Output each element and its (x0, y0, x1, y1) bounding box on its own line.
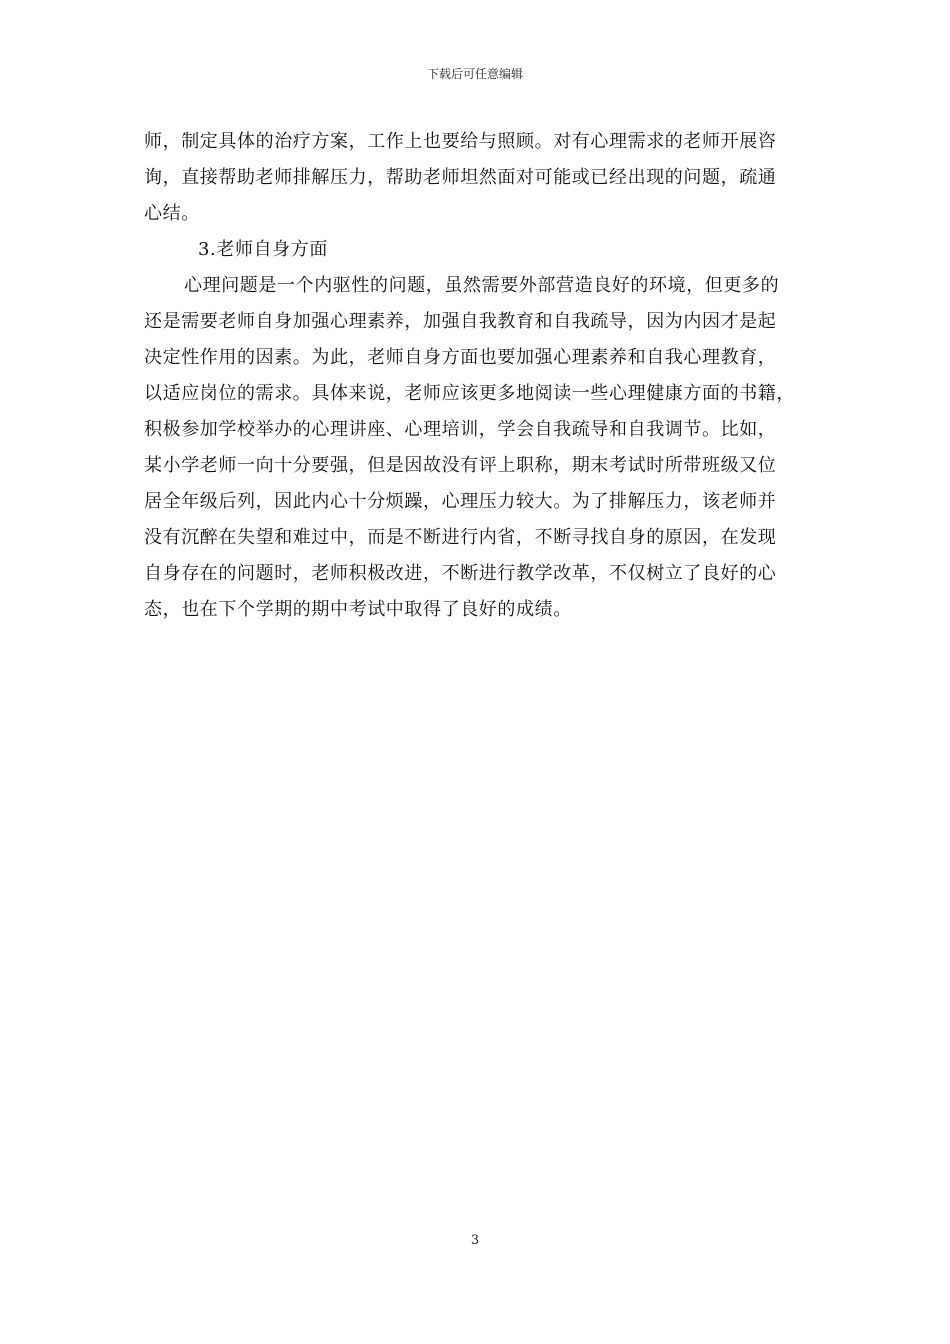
text-line: 积极参加学校举办的心理讲座、心理培训，学会自我疏导和自我调节。比如， (144, 419, 777, 440)
page-number: 3 (470, 1233, 480, 1248)
text-line: 询，直接帮助老师排解压力，帮助老师坦然面对可能或已经出现的问题，疏通 (144, 167, 777, 188)
text-line: 心理问题是一个内驱性的问题，虽然需要外部营造良好的环境，但更多的 (184, 275, 780, 296)
text-line: 居全年级后列，因此内心十分烦躁，心理压力较大。为了排解压力，该老师并 (144, 491, 777, 512)
body-text (144, 124, 824, 628)
text-line: 师，制定具体的治疗方案，工作上也要给与照顾。对有心理需求的老师开展咨 (144, 131, 777, 152)
section-heading: 3.老师自身方面 (198, 239, 328, 260)
text-line: 态，也在下个学期的期中考试中取得了良好的成绩。 (144, 599, 572, 620)
text-line: 某小学老师一向十分要强，但是因故没有评上职称，期末考试时所带班级又位 (144, 455, 777, 476)
text-line: 还是需要老师自身加强心理素养，加强自我教育和自我疏导，因为内因才是起 (144, 311, 777, 332)
text-line: 决定性作用的因素。为此，老师自身方面也要加强心理素养和自我心理教育， (144, 347, 777, 368)
text-line: 自身存在的问题时，老师积极改进，不断进行教学改革，不仅树立了良好的心 (144, 563, 777, 584)
text-line: 以适应岗位的需求。具体来说，老师应该更多地阅读一些心理健康方面的书籍， (144, 383, 795, 404)
page-header: 下载后可任意编辑 (426, 67, 523, 81)
text-line: 没有沉醉在失望和难过中，而是不断进行内省，不断寻找自身的原因，在发现 (144, 527, 777, 548)
text-line: 心结。 (144, 203, 200, 224)
